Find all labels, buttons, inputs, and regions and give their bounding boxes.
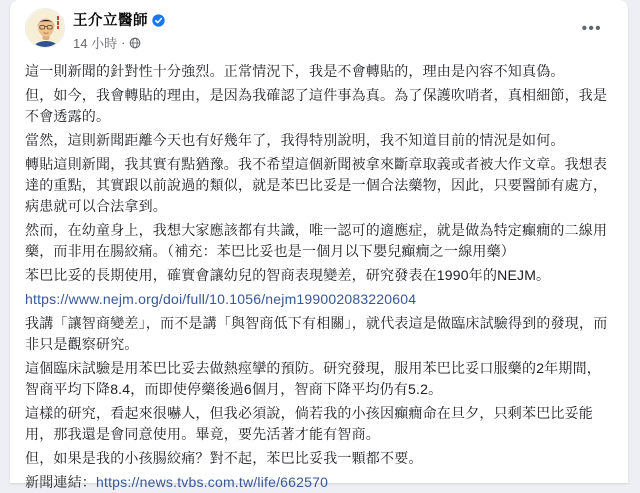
nejm-article-link[interactable]: https://www.nejm.org/doi/full/10.1056/nejm199002083220604 <box>25 291 417 307</box>
timestamp-link[interactable]: 14 小時 <box>73 36 118 51</box>
verified-badge-icon <box>152 14 165 27</box>
author-name-link[interactable]: 王介立醫師 <box>73 13 148 29</box>
post-header <box>10 0 628 52</box>
avatar[interactable] <box>25 8 65 48</box>
post-paragraph: 我講「讓智商變差」，而不是講「與智商低下有相關」，就代表這是做臨床試驗得到的發現，而非只是觀察研究。 <box>25 315 608 352</box>
globe-icon <box>129 37 141 49</box>
post-paragraph: 這個臨床試驗是用苯巴比妥去做熱痙攣的預防。研究發現，服用苯巴比妥口服藥的2年期間，智商平均下降8.4，而即使停藥後過6個月，智商下降平均仍有5.2。 <box>25 360 601 397</box>
post-body <box>10 52 628 493</box>
header-meta <box>73 8 165 52</box>
dot-separator: · <box>121 35 126 50</box>
post-paragraph: 轉貼這則新聞，我其實有點猶豫。我不希望這個新聞被拿來斷章取義或者被大作文章。我想表達的重點，其實跟以前說過的類似，就是苯巴比妥是一個合法藥物，因此，只要醫師有處方，病患就可以合法拿到。 <box>25 156 608 214</box>
post-paragraph: 然而，在幼童身上，我想大家應該都有共識，唯一認可的適應症，就是做為特定癲癇的二線用藥，而非用在腸絞痛。（補充：苯巴比妥也是一個月以下嬰兒癲癇之一線用藥） <box>25 222 608 259</box>
post-paragraph-link <box>25 289 612 310</box>
post-paragraph: 苯巴比妥的長期使用，確實會讓幼兒的智商表現變差，研究發表在1990年的NEJM。 <box>25 267 551 283</box>
post-paragraph: 當然，這則新聞距離今天也有好幾年了，我得特別說明，我不知道目前的情況是如何。 <box>25 132 565 148</box>
post-paragraph: 但，如今，我會轉貼的理由，是因為我確認了這件事為真。為了保護吹哨者，真相細節，我是不會透露的。 <box>25 87 608 124</box>
more-options-button[interactable]: ••• <box>576 20 608 38</box>
news-link-label: 新聞連結： <box>25 474 96 490</box>
post-paragraph: 這樣的研究，看起來很嚇人，但我必須說，倘若我的小孩因癲癇命在旦夕，只剩苯巴比妥能用，那我還是會同意使用。畢竟，要先活著才能有智商。 <box>25 405 593 442</box>
post-paragraph: 這一則新聞的針對性十分強烈。正常情況下，我是不會轉貼的，理由是內容不知真偽。 <box>25 63 565 79</box>
tvbs-news-link[interactable]: https://news.tvbs.com.tw/life/662570 <box>96 474 329 490</box>
facebook-post-card <box>10 0 628 490</box>
avatar-illustration <box>26 9 65 48</box>
post-paragraph: 但，如果是我的小孩腸絞痛？對不起，苯巴比妥我一顆都不要。 <box>25 450 423 466</box>
